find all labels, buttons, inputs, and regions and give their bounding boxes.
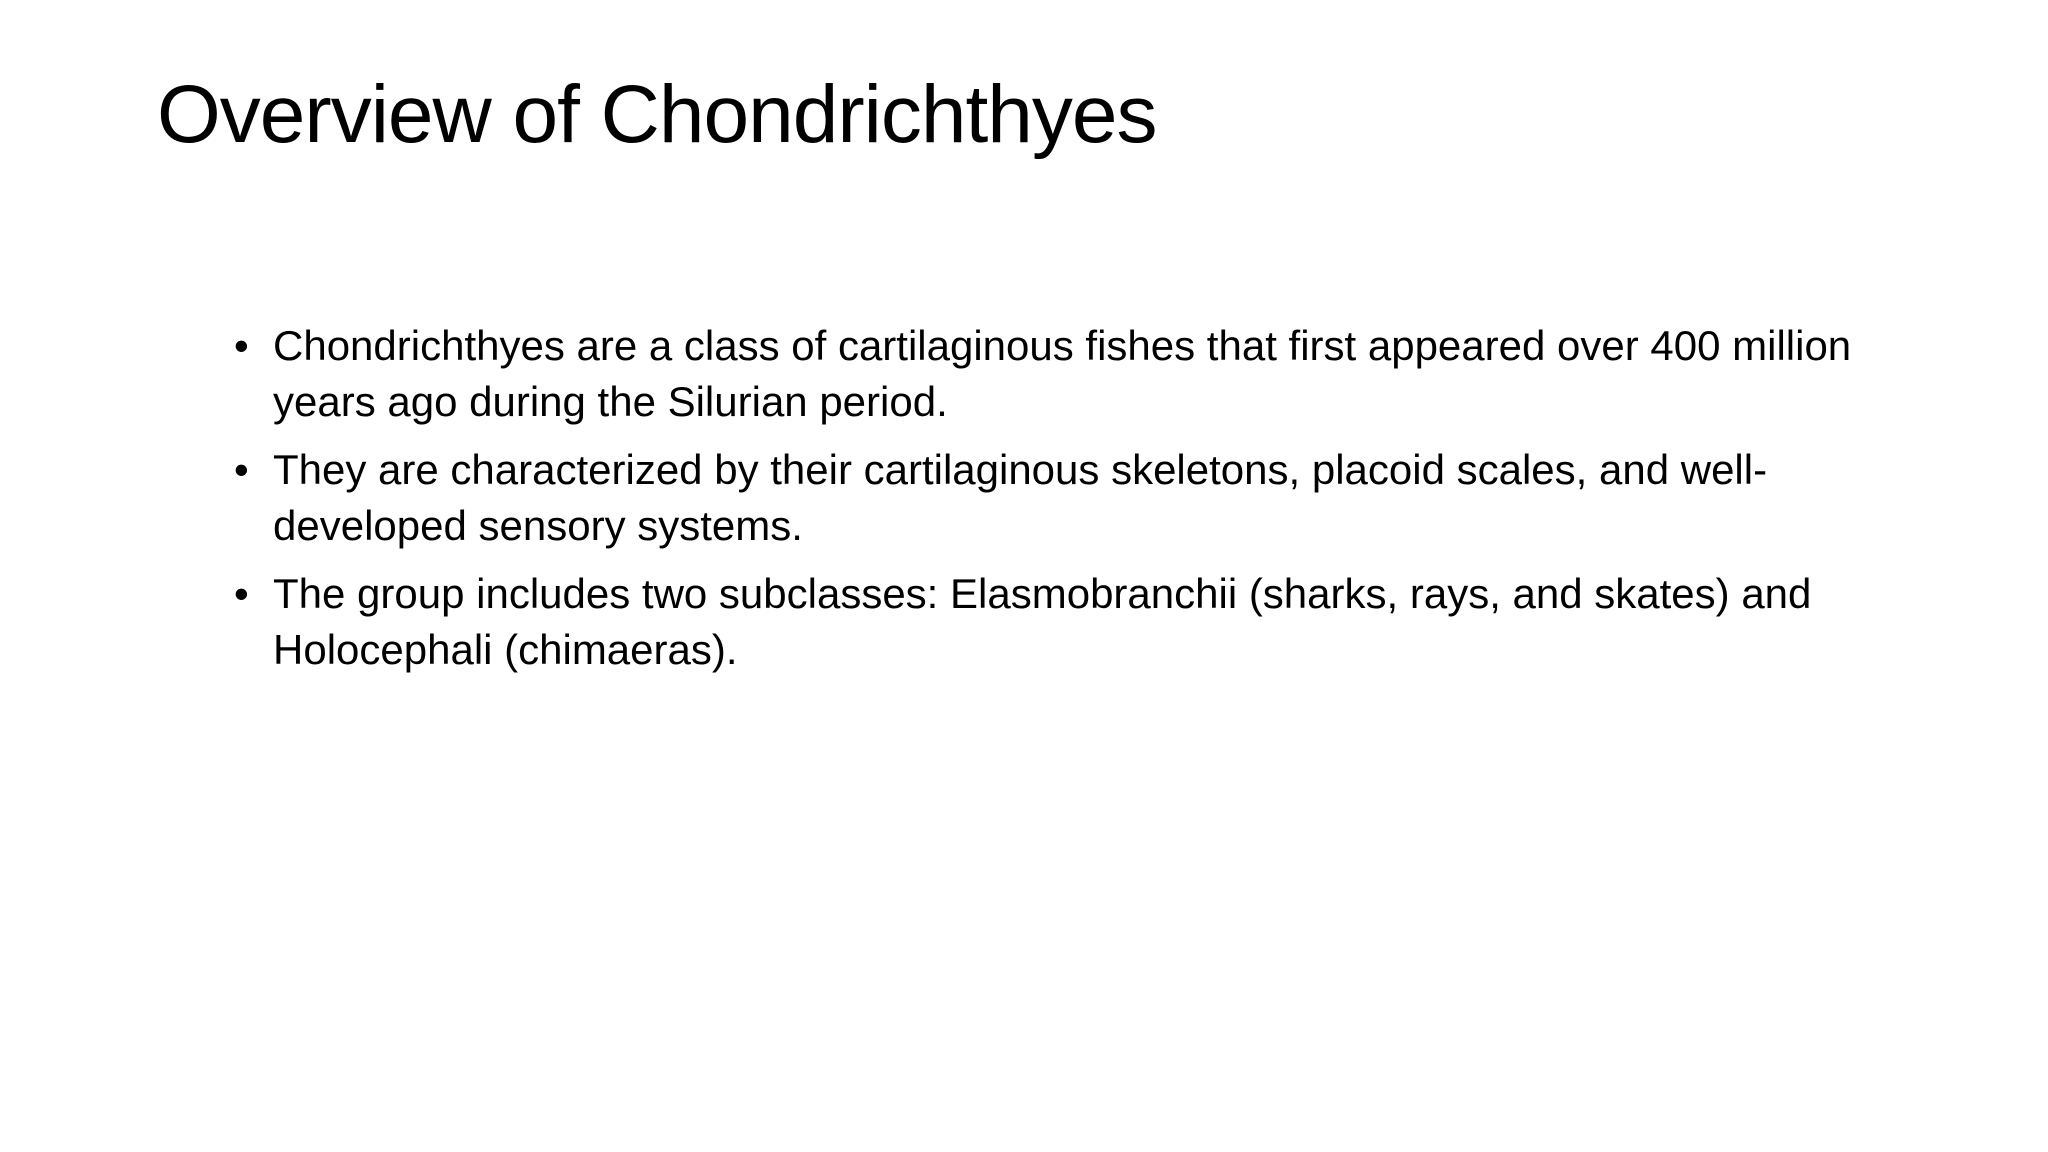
- bullet-marker: •: [234, 570, 249, 617]
- bullet-text: Chondrichthyes are a class of cartilaginous fishes that first appeared over 400 million years ago during the Silurian period.: [273, 322, 1852, 425]
- bullet-list: [230, 318, 1920, 690]
- bullet-marker: •: [234, 322, 249, 369]
- bullet-text: The group includes two subclasses: Elasmobranchii (sharks, rays, and skates) and Holocephali (chimaeras).: [273, 570, 1812, 673]
- bullet-text: They are characterized by their cartilaginous skeletons, placoid scales, and well-developed sensory systems.: [273, 446, 1768, 549]
- bullet-item: [230, 566, 1920, 678]
- slide-title: Overview of Chondrichthyes: [157, 69, 1157, 160]
- bullet-marker: •: [234, 446, 249, 493]
- bullet-item: [230, 442, 1920, 554]
- bullet-item: [230, 318, 1920, 430]
